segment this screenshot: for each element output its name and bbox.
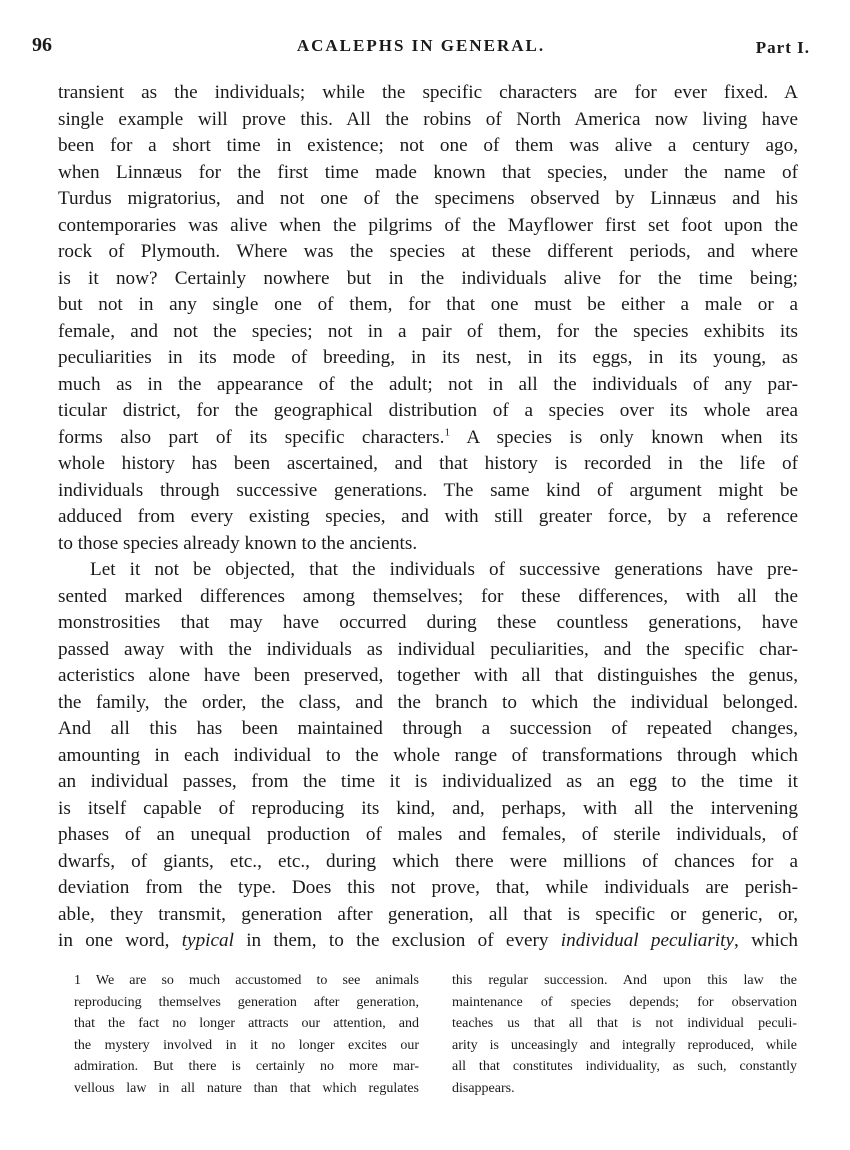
text-line: monstrosities that may have occurred during these countless generations, have: [58, 612, 798, 633]
text-line: when Linnæus for the first time made known that species, under the name of: [58, 161, 798, 183]
text-line: female, and not the species; not in a pair of them, for the species exhibits its: [58, 320, 798, 342]
text-line: peculiarities in its mode of breeding, in its nest, in its eggs, in its young, as: [58, 347, 798, 368]
text-line: transient as the individuals; while the specific characters are for ever fixed. A: [58, 82, 798, 103]
footnote-line: arity is unceasingly and integrally reproduced, while: [452, 1037, 797, 1053]
text-line: been for a short time in existence; not one of them was alive a century ago,: [58, 135, 798, 156]
running-title: ACALEPHS IN GENERAL.: [296, 36, 546, 55]
text-line: sented marked differences among themselves; for these differences, with all the: [58, 585, 798, 607]
text-line: passed away with the individuals as individual peculiarities, and the specific char-: [58, 638, 798, 660]
text-line: single example will prove this. All the robins of North America now living have: [58, 108, 798, 130]
page-header: [32, 34, 810, 58]
text-line: the family, the order, the class, and the branch to which the individual belonged.: [58, 691, 798, 713]
text-line: but not in any single one of them, for that one must be either a male or a: [58, 294, 798, 315]
paragraph-2: [58, 557, 798, 955]
text-line: amounting in each individual to the whole range of transformations through which: [58, 744, 798, 766]
footnote-right-column: [452, 970, 797, 1099]
part-label: Part I.: [755, 38, 810, 57]
text-line: is it now? Certainly nowhere but in the individuals alive for the time being;: [58, 267, 798, 289]
italic-term: typical: [181, 930, 234, 951]
text-fragment: in them, to the exclusion of every: [233, 930, 561, 951]
text-line: [58, 928, 798, 955]
footnote-line: this regular succession. And upon this law the: [452, 973, 797, 988]
text-line: to those species already known to the ancients.: [58, 532, 418, 554]
footnote-left-column: [74, 970, 419, 1099]
text-line: deviation from the type. Does this not prove, that, while individuals are perish-: [58, 877, 798, 898]
text-line: phases of an unequal production of males and females, of sterile individuals, of: [58, 824, 798, 845]
text-line: individuals through successive generations. The same kind of argument might be: [58, 479, 798, 501]
footnote-line: disappears.: [452, 1080, 515, 1096]
text-line: Turdus migratorius, and not one of the specimens observed by Linnæus and his: [58, 188, 798, 209]
text-line: much as in the appearance of the adult; not in all the individuals of any par-: [58, 373, 798, 395]
footnote-line: all that constitutes individuality, as such, constantly: [452, 1059, 797, 1074]
footnote-line: the mystery involved in it no longer excites our: [74, 1037, 419, 1053]
text-line: ticular district, for the geographical distribution of a species over its whole area: [58, 400, 798, 421]
italic-term: individual peculiarity: [560, 930, 735, 951]
footnote-line: vellous law in all nature than that which regulates: [74, 1080, 419, 1096]
paragraph-1: [58, 80, 798, 557]
footnote-line: maintenance of species depends; for observation: [452, 994, 797, 1010]
text-line: contemporaries was alive when the pilgrims of the Mayflower first set foot upon the: [58, 214, 798, 236]
footnote-marker: 1: [444, 426, 450, 439]
text-line: an individual passes, from the time it is individualized as an egg to the time it: [58, 771, 798, 792]
text-line: Let it not be objected, that the individuals of successive generations have pre-: [90, 559, 798, 580]
text-line: able, they transmit, generation after generation, all that is specific or generic, or,: [58, 903, 798, 925]
footnote-line: 1 We are so much accustomed to see animals: [74, 973, 419, 988]
footnote-line: admiration. But there is certainly no more mar-: [74, 1059, 419, 1074]
footnote-line: reproducing themselves generation after generation,: [74, 994, 419, 1010]
text-fragment: , which: [734, 930, 798, 951]
body-text: [58, 80, 798, 955]
page-number: 96: [32, 34, 52, 56]
text-fragment: A species is only known when its: [449, 426, 798, 448]
text-line: is itself capable of reproducing its kind, and, perhaps, with all the intervening: [58, 797, 798, 819]
text-line: acteristics alone have been preserved, together with all that distinguishes the genus,: [58, 665, 798, 686]
footnote-line: that the fact no longer attracts our attention, and: [74, 1016, 419, 1031]
text-line: rock of Plymouth. Where was the species at these different periods, and where: [58, 241, 798, 262]
text-fragment: in one word,: [58, 930, 182, 951]
footnote-line: teaches us that all that is not individual peculi-: [452, 1016, 797, 1031]
text-fragment: forms also part of its specific characters.: [58, 426, 445, 448]
text-line: dwarfs, of giants, etc., etc., during which there were millions of chances for a: [58, 850, 798, 872]
text-line: And all this has been maintained through a succession of repeated changes,: [58, 718, 798, 739]
text-line: [58, 425, 798, 452]
text-line: adduced from every existing species, and with still greater force, by a reference: [58, 506, 798, 527]
text-line: whole history has been ascertained, and that history is recorded in the life of: [58, 453, 798, 474]
